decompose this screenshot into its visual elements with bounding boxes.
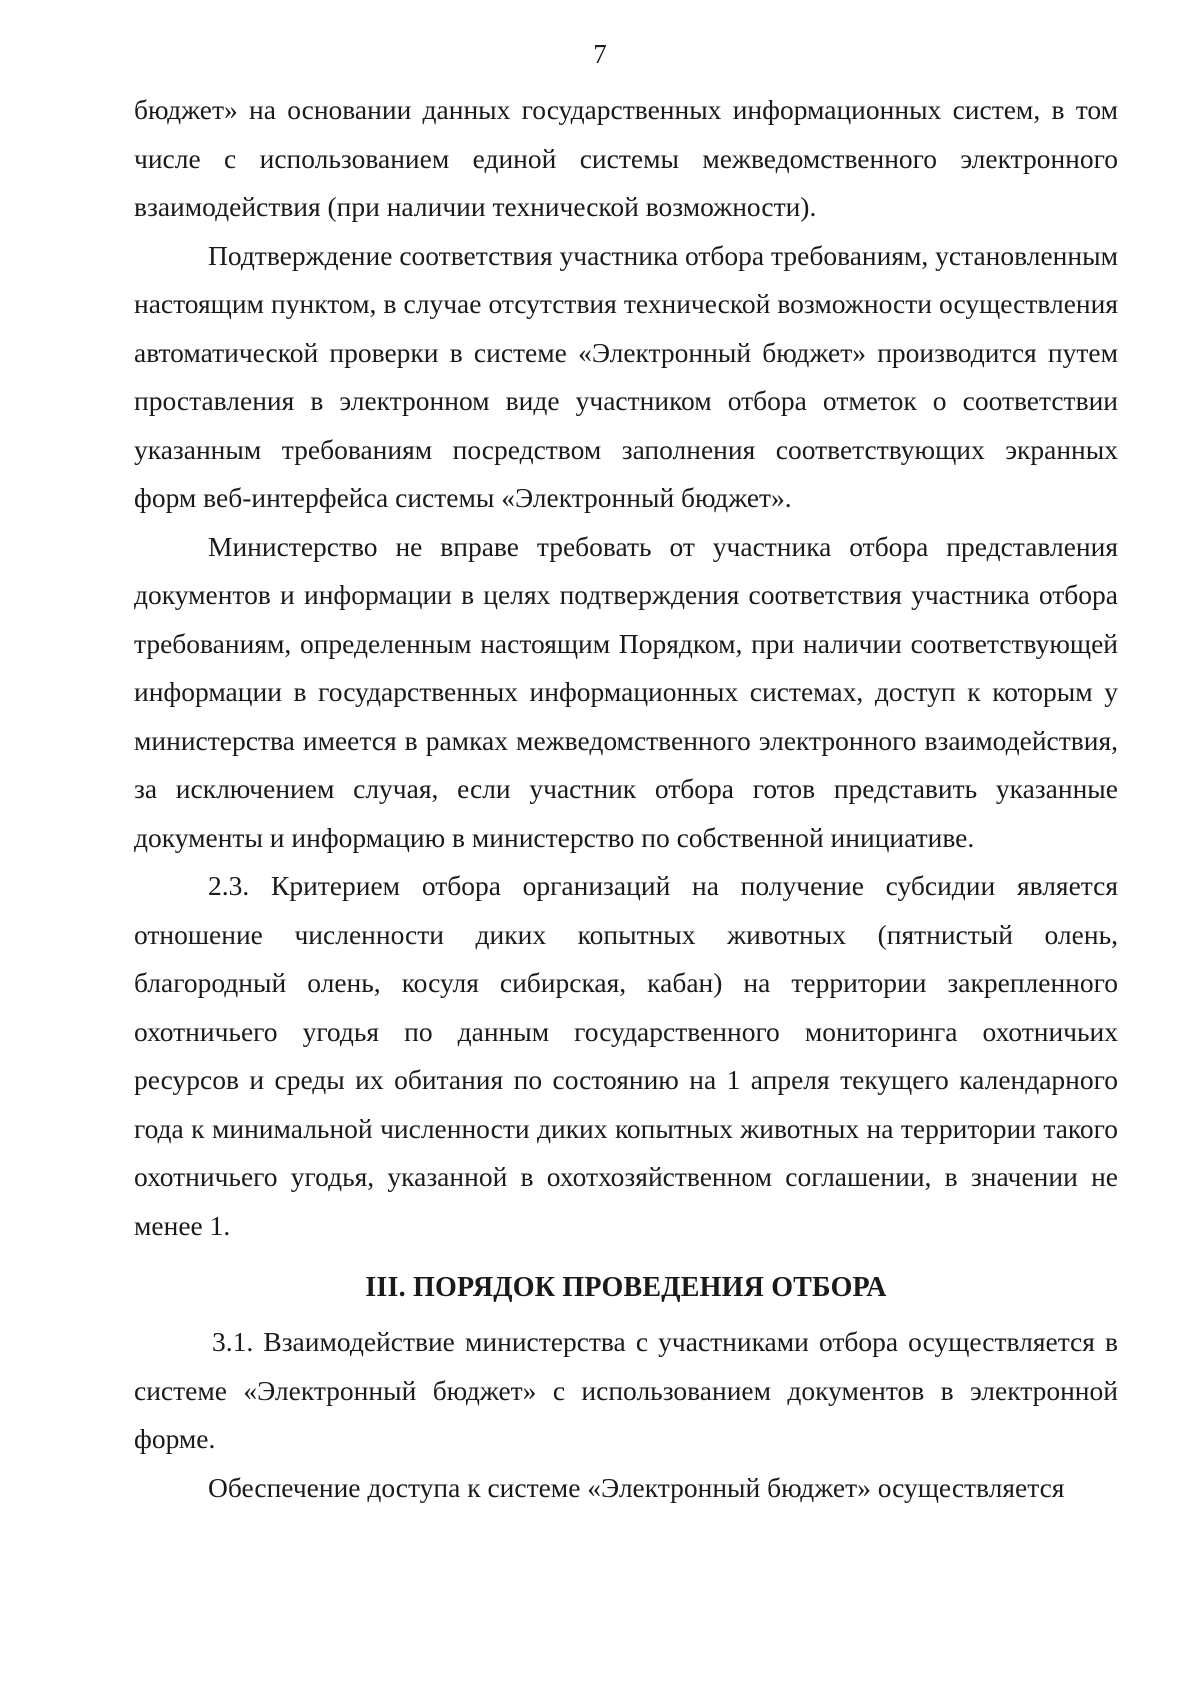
paragraph-ministry-rights: Министерство не вправе требовать от участника отбора представления документов и информации в целях подтверждения соответствия участника отбора требованиям, определенным настоящим Порядком, при наличии соответствующей информации в государственных информационных системах, доступ к которым у министерства имеется в рамках межведомственного электронного взаимодействия, за исключением случая, если участник отбора готов представить указанные документы и информацию в министерство по собственной инициативе. bbox=[134, 530, 1118, 853]
paragraph-selection-criterion: 2.3. Критерием отбора организаций на получение субсидии является отношение численности диких копытных животных (пятнистый олень, благородный олень, косуля сибирская, кабан) на территории закрепленного охотничьего угодья по данным государственного мониторинга охотничьих ресурсов и среды их обитания по состоянию на 1 апреля текущего календарного года к минимальной численности диких копытных животных на территории такого охотничьего угодья, указанной в охотхозяйственном соглашении, в значении не менее 1. bbox=[134, 870, 1118, 1241]
paragraph-continuation: бюджет» на основании данных государственных информационных систем, в том числе с использованием единой системы межведомственного электронного взаимодействия (при наличии технической возможности). bbox=[134, 94, 1118, 222]
paragraph-confirmation-requirements: Подтверждение соответствия участника отбора требованиям, установленным настоящим пунктом, в случае отсутствия технической возможности осуществления автоматической проверки в системе «Электронный бюджет» производится путем проставления в электронном виде участником отбора отметок о соответствии указанным требованиям посредством заполнения соответствующих экранных форм веб-интерфейса системы «Электронный бюджет». bbox=[134, 239, 1118, 513]
page-number: 7 bbox=[593, 39, 607, 69]
paragraph-access-electronic-budget: Обеспечение доступа к системе «Электронный бюджет» осуществляется bbox=[208, 1471, 1065, 1503]
document-body bbox=[134, 86, 1118, 1512]
paragraph-interaction-electronic-budget: 3.1. Взаимодействие министерства с участниками отбора осуществляется в системе «Электронный бюджет» с использованием документов в электронной форме. bbox=[134, 1326, 1118, 1454]
section-title: III. ПОРЯДОК ПРОВЕДЕНИЯ ОТБОРА bbox=[365, 1272, 887, 1303]
